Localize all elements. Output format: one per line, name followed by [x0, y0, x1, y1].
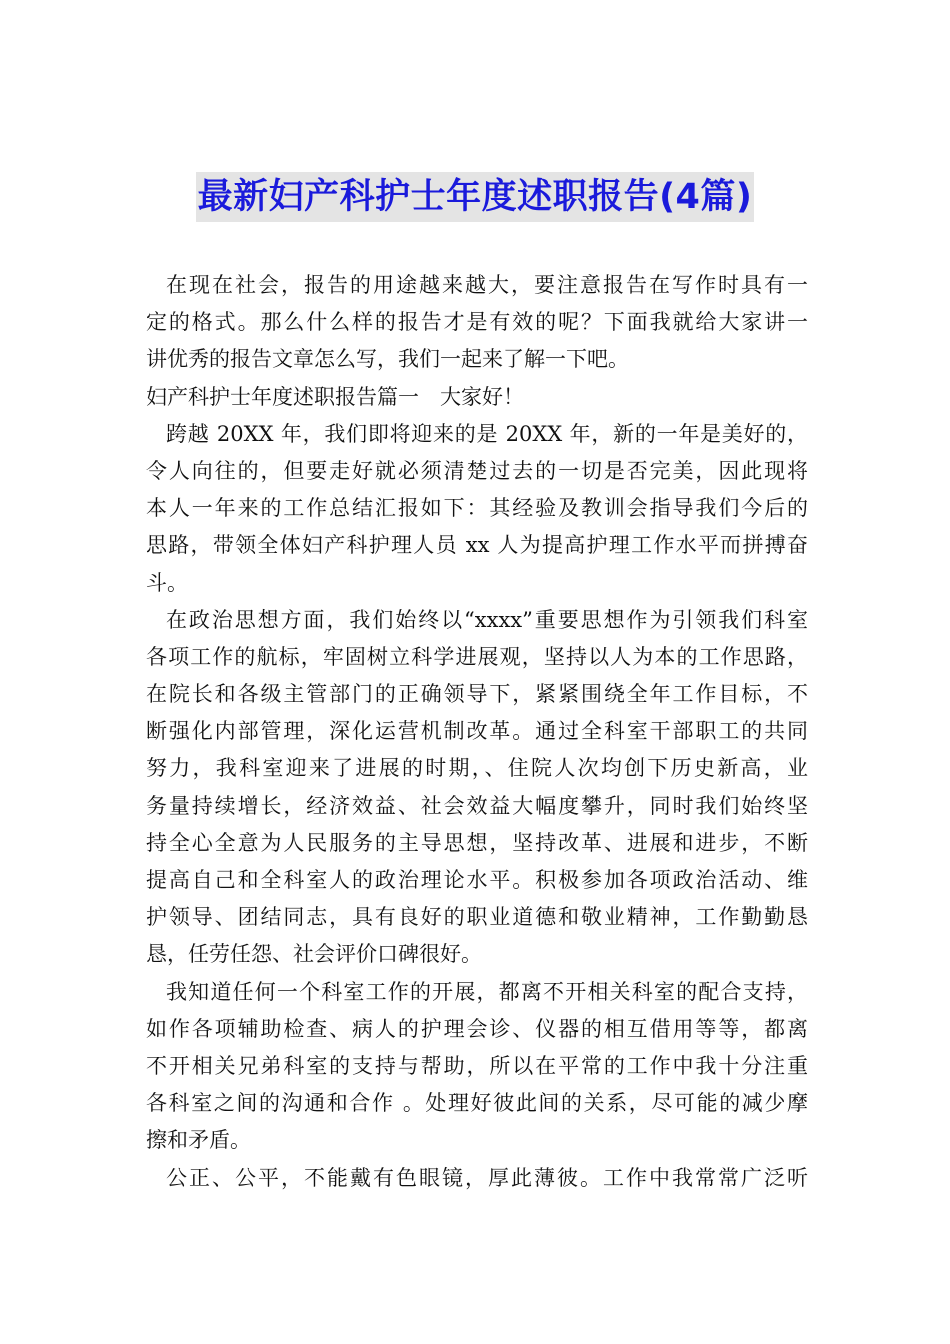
text-line: 公正、公平，不能戴有色眼镜，厚此薄彼。工作中我常常广泛听: [166, 1165, 808, 1190]
text-line: 如作各项辅助检查、病人的护理会诊、仪器的相互借用等等，都离: [146, 1016, 808, 1041]
title-container: [0, 172, 950, 222]
text-line: 不开相关兄弟科室的支持与帮助，所以在平常的工作中我十分注重: [146, 1053, 808, 1078]
text-line: 务量持续增长，经济效益、社会效益大幅度攀升，同时我们始终坚: [146, 793, 808, 818]
text-line: 斗。: [146, 570, 188, 595]
text-line: 努力，我科室迎来了进展的时期，、住院人次均创下历史新高，业: [146, 756, 808, 781]
text-line: 妇产科护士年度述职报告篇一 大家好！: [146, 384, 524, 409]
document-title: 最新妇产科护士年度述职报告(4篇): [196, 172, 755, 222]
text-line: 定的格式。那么什么样的报告才是有效的呢？下面我就给大家讲一: [146, 310, 808, 335]
text-line: 提高自己和全科室人的政治理论水平。积极参加各项政治活动、维: [146, 868, 808, 892]
text-line: 各项工作的航标，牢固树立科学进展观，坚持以人为本的工作思路，: [146, 644, 808, 669]
text-line: 思路，带领全体妇产科护理人员 xx 人为提高护理工作水平而拼搏奋: [146, 533, 808, 558]
text-line: 讲优秀的报告文章怎么写，我们一起来了解一下吧。: [146, 347, 629, 372]
text-line: 我知道任何一个科室工作的开展，都离不开相关科室的配合支持，: [166, 979, 808, 1004]
text-line: 护领导、团结同志，具有良好的职业道德和敬业精神，工作勤勤恳: [146, 905, 808, 930]
text-line: 擦和矛盾。: [146, 1128, 251, 1153]
text-line: 本人一年来的工作总结汇报如下：其经验及教训会指导我们今后的: [146, 496, 808, 521]
text-line: 恳，任劳任怨、社会评价口碑很好。: [146, 942, 482, 967]
text-line: 在现在社会，报告的用途越来越大，要注意报告在写作时具有一: [166, 273, 808, 297]
text-line: 断强化内部管理，深化运营机制改革。通过全科室干部职工的共同: [146, 719, 808, 744]
text-line: 在政治思想方面，我们始终以“xxxx”重要思想作为引领我们科室: [166, 607, 808, 632]
text-line: 跨越 20XX 年，我们即将迎来的是 20XX 年，新的一年是美好的，: [166, 421, 808, 446]
document-body: [146, 267, 808, 1197]
text-line: 令人向往的，但要走好就必须清楚过去的一切是否完美，因此现将: [146, 458, 808, 483]
text-line: 持全心全意为人民服务的主导思想，坚持改革、进展和进步，不断: [146, 830, 808, 855]
text-line: 在院长和各级主管部门的正确领导下，紧紧围绕全年工作目标，不: [146, 682, 808, 707]
text-line: 各科室之间的沟通和合作 。处理好彼此间的关系，尽可能的减少摩: [146, 1091, 808, 1116]
